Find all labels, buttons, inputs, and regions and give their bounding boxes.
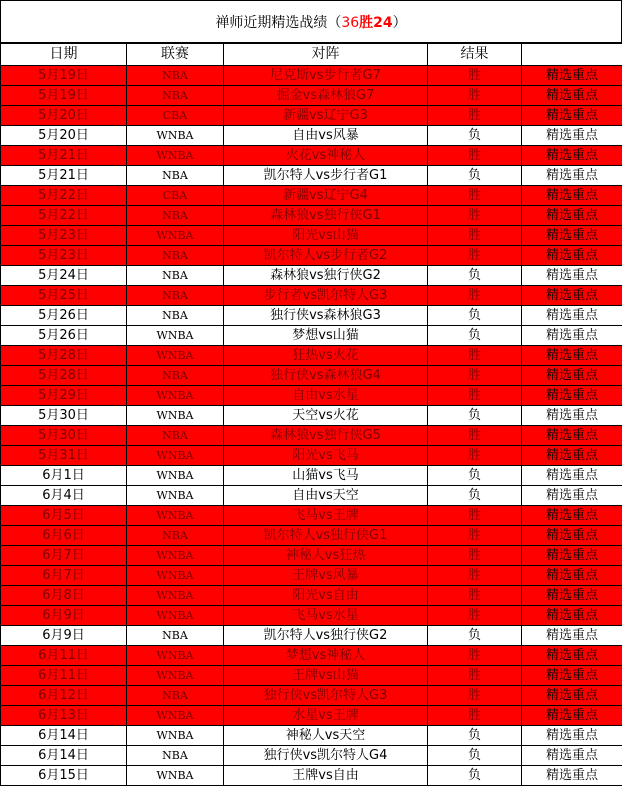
date-cell: 5月25日 xyxy=(1,286,127,306)
header-row xyxy=(1,44,622,66)
table-row xyxy=(1,486,622,506)
mark-cell: 精选重点 xyxy=(522,566,622,586)
date-cell: 5月20日 xyxy=(1,126,127,146)
result-cell: 胜 xyxy=(428,646,522,666)
date-cell: 5月30日 xyxy=(1,406,127,426)
result-cell: 负 xyxy=(428,626,522,646)
result-cell: 胜 xyxy=(428,566,522,586)
result-cell: 胜 xyxy=(428,446,522,466)
match-cell: 阳光vs飞马 xyxy=(224,446,428,466)
league-cell: NBA xyxy=(127,686,224,706)
table-row xyxy=(1,446,622,466)
league-cell: WNBA xyxy=(127,406,224,426)
mark-cell: 精选重点 xyxy=(522,246,622,266)
mark-cell: 精选重点 xyxy=(522,546,622,566)
table-row xyxy=(1,426,622,446)
table-row xyxy=(1,706,622,726)
result-cell: 负 xyxy=(428,406,522,426)
mark-cell: 精选重点 xyxy=(522,306,622,326)
table-row xyxy=(1,506,622,526)
result-cell: 胜 xyxy=(428,366,522,386)
league-cell: WNBA xyxy=(127,446,224,466)
result-cell: 胜 xyxy=(428,426,522,446)
table-row xyxy=(1,366,622,386)
mark-cell: 精选重点 xyxy=(522,106,622,126)
result-cell: 胜 xyxy=(428,186,522,206)
match-cell: 凯尔特人vs独行侠G1 xyxy=(224,526,428,546)
mark-cell: 精选重点 xyxy=(522,526,622,546)
league-cell: NBA xyxy=(127,266,224,286)
results-table xyxy=(0,43,622,786)
league-cell: WNBA xyxy=(127,566,224,586)
mark-cell: 精选重点 xyxy=(522,326,622,346)
match-cell: 新疆vs辽宁G3 xyxy=(224,106,428,126)
league-cell: NBA xyxy=(127,746,224,766)
result-cell: 负 xyxy=(428,766,522,786)
record-summary xyxy=(341,12,392,32)
result-cell: 胜 xyxy=(428,506,522,526)
mark-cell: 精选重点 xyxy=(522,146,622,166)
date-cell: 5月23日 xyxy=(1,226,127,246)
date-cell: 5月22日 xyxy=(1,206,127,226)
league-cell: NBA xyxy=(127,526,224,546)
date-cell: 5月24日 xyxy=(1,266,127,286)
date-cell: 6月5日 xyxy=(1,506,127,526)
mark-cell: 精选重点 xyxy=(522,726,622,746)
league-cell: NBA xyxy=(127,86,224,106)
league-cell: NBA xyxy=(127,366,224,386)
record-win-word: 胜 xyxy=(359,15,373,31)
league-cell: NBA xyxy=(127,426,224,446)
header-league: 联赛 xyxy=(127,44,224,66)
result-cell: 负 xyxy=(428,306,522,326)
mark-cell: 精选重点 xyxy=(522,486,622,506)
date-cell: 5月21日 xyxy=(1,166,127,186)
result-cell: 胜 xyxy=(428,526,522,546)
table-row xyxy=(1,226,622,246)
match-cell: 凯尔特人vs步行者G2 xyxy=(224,246,428,266)
mark-cell: 精选重点 xyxy=(522,586,622,606)
mark-cell: 精选重点 xyxy=(522,186,622,206)
table-row xyxy=(1,346,622,366)
date-cell: 5月26日 xyxy=(1,326,127,346)
result-cell: 胜 xyxy=(428,86,522,106)
table-row xyxy=(1,666,622,686)
league-cell: CBA xyxy=(127,186,224,206)
table-row xyxy=(1,526,622,546)
table-row xyxy=(1,146,622,166)
mark-cell: 精选重点 xyxy=(522,746,622,766)
table-row xyxy=(1,186,622,206)
date-cell: 6月7日 xyxy=(1,566,127,586)
date-cell: 6月7日 xyxy=(1,546,127,566)
league-cell: WNBA xyxy=(127,486,224,506)
match-cell: 独行侠vs凯尔特人G4 xyxy=(224,746,428,766)
table-row xyxy=(1,326,622,346)
league-cell: NBA xyxy=(127,66,224,86)
league-cell: NBA xyxy=(127,206,224,226)
match-cell: 凯尔特人vs步行者G1 xyxy=(224,166,428,186)
date-cell: 6月12日 xyxy=(1,686,127,706)
league-cell: WNBA xyxy=(127,646,224,666)
mark-cell: 精选重点 xyxy=(522,286,622,306)
result-cell: 胜 xyxy=(428,346,522,366)
title-suffix: ） xyxy=(393,12,407,32)
match-cell: 水星vs王牌 xyxy=(224,706,428,726)
match-cell: 梦想vs山猫 xyxy=(224,326,428,346)
record-losses: 24 xyxy=(373,15,392,31)
league-cell: WNBA xyxy=(127,586,224,606)
match-cell: 山猫vs飞马 xyxy=(224,466,428,486)
match-cell: 自由vs风暴 xyxy=(224,126,428,146)
mark-cell: 精选重点 xyxy=(522,466,622,486)
mark-cell: 精选重点 xyxy=(522,86,622,106)
result-cell: 负 xyxy=(428,126,522,146)
result-cell: 负 xyxy=(428,166,522,186)
date-cell: 6月9日 xyxy=(1,606,127,626)
table-row xyxy=(1,86,622,106)
sheet-title xyxy=(0,0,622,43)
league-cell: WNBA xyxy=(127,126,224,146)
league-cell: NBA xyxy=(127,626,224,646)
title-prefix: 禅师近期精选战绩（ xyxy=(215,12,341,32)
match-cell: 火花vs神秘人 xyxy=(224,146,428,166)
result-cell: 负 xyxy=(428,266,522,286)
header-result: 结果 xyxy=(428,44,522,66)
date-cell: 5月19日 xyxy=(1,66,127,86)
result-cell: 胜 xyxy=(428,206,522,226)
table-row xyxy=(1,726,622,746)
table-row xyxy=(1,66,622,86)
table-row xyxy=(1,766,622,786)
league-cell: WNBA xyxy=(127,666,224,686)
mark-cell: 精选重点 xyxy=(522,686,622,706)
match-cell: 森林狼vs独行侠G5 xyxy=(224,426,428,446)
date-cell: 5月29日 xyxy=(1,386,127,406)
match-cell: 神秘人vs天空 xyxy=(224,726,428,746)
result-cell: 负 xyxy=(428,466,522,486)
result-cell: 负 xyxy=(428,326,522,346)
result-cell: 胜 xyxy=(428,66,522,86)
table-row xyxy=(1,546,622,566)
date-cell: 6月4日 xyxy=(1,486,127,506)
league-cell: NBA xyxy=(127,286,224,306)
date-cell: 5月31日 xyxy=(1,446,127,466)
mark-cell: 精选重点 xyxy=(522,646,622,666)
table-row xyxy=(1,386,622,406)
mark-cell: 精选重点 xyxy=(522,206,622,226)
match-cell: 王牌vs风暴 xyxy=(224,566,428,586)
mark-cell: 精选重点 xyxy=(522,386,622,406)
date-cell: 6月14日 xyxy=(1,726,127,746)
date-cell: 6月14日 xyxy=(1,746,127,766)
table-row xyxy=(1,466,622,486)
mark-cell: 精选重点 xyxy=(522,166,622,186)
date-cell: 5月21日 xyxy=(1,146,127,166)
league-cell: WNBA xyxy=(127,386,224,406)
date-cell: 5月19日 xyxy=(1,86,127,106)
result-cell: 负 xyxy=(428,486,522,506)
match-cell: 神秘人vs狂热 xyxy=(224,546,428,566)
league-cell: WNBA xyxy=(127,146,224,166)
table-row xyxy=(1,626,622,646)
result-cell: 胜 xyxy=(428,606,522,626)
table-row xyxy=(1,586,622,606)
league-cell: WNBA xyxy=(127,506,224,526)
date-cell: 5月22日 xyxy=(1,186,127,206)
date-cell: 6月8日 xyxy=(1,586,127,606)
match-cell: 掘金vs森林狼G7 xyxy=(224,86,428,106)
match-cell: 狂热vs火花 xyxy=(224,346,428,366)
table-row xyxy=(1,566,622,586)
header-match: 对阵 xyxy=(224,44,428,66)
table-row xyxy=(1,126,622,146)
table-row xyxy=(1,306,622,326)
table-row xyxy=(1,406,622,426)
date-cell: 6月11日 xyxy=(1,646,127,666)
league-cell: CBA xyxy=(127,106,224,126)
match-cell: 独行侠vs森林狼G4 xyxy=(224,366,428,386)
league-cell: WNBA xyxy=(127,606,224,626)
result-cell: 胜 xyxy=(428,686,522,706)
league-cell: WNBA xyxy=(127,726,224,746)
table-row xyxy=(1,686,622,706)
match-cell: 王牌vs山猫 xyxy=(224,666,428,686)
date-cell: 6月9日 xyxy=(1,626,127,646)
date-cell: 6月1日 xyxy=(1,466,127,486)
mark-cell: 精选重点 xyxy=(522,266,622,286)
table-row xyxy=(1,286,622,306)
match-cell: 凯尔特人vs独行侠G2 xyxy=(224,626,428,646)
league-cell: WNBA xyxy=(127,706,224,726)
match-cell: 飞马vs王牌 xyxy=(224,506,428,526)
table-row xyxy=(1,646,622,666)
match-cell: 天空vs火花 xyxy=(224,406,428,426)
result-cell: 胜 xyxy=(428,386,522,406)
match-cell: 梦想vs神秘人 xyxy=(224,646,428,666)
mark-cell: 精选重点 xyxy=(522,626,622,646)
header-date: 日期 xyxy=(1,44,127,66)
date-cell: 6月6日 xyxy=(1,526,127,546)
table-row xyxy=(1,106,622,126)
results-body xyxy=(1,66,622,786)
match-cell: 王牌vs自由 xyxy=(224,766,428,786)
mark-cell: 精选重点 xyxy=(522,446,622,466)
mark-cell: 精选重点 xyxy=(522,346,622,366)
record-wins: 36 xyxy=(341,15,359,31)
mark-cell: 精选重点 xyxy=(522,406,622,426)
mark-cell: 精选重点 xyxy=(522,226,622,246)
match-cell: 步行者vs凯尔特人G3 xyxy=(224,286,428,306)
result-cell: 胜 xyxy=(428,286,522,306)
league-cell: NBA xyxy=(127,246,224,266)
mark-cell: 精选重点 xyxy=(522,766,622,786)
result-cell: 胜 xyxy=(428,246,522,266)
mark-cell: 精选重点 xyxy=(522,126,622,146)
mark-cell: 精选重点 xyxy=(522,506,622,526)
date-cell: 5月28日 xyxy=(1,366,127,386)
date-cell: 5月23日 xyxy=(1,246,127,266)
league-cell: WNBA xyxy=(127,326,224,346)
match-cell: 森林狼vs独行侠G2 xyxy=(224,266,428,286)
match-cell: 独行侠vs森林狼G3 xyxy=(224,306,428,326)
match-cell: 尼克斯vs步行者G7 xyxy=(224,66,428,86)
mark-cell: 精选重点 xyxy=(522,426,622,446)
result-cell: 胜 xyxy=(428,106,522,126)
match-cell: 新疆vs辽宁G4 xyxy=(224,186,428,206)
match-cell: 自由vs水星 xyxy=(224,386,428,406)
result-cell: 负 xyxy=(428,746,522,766)
table-row xyxy=(1,246,622,266)
date-cell: 5月20日 xyxy=(1,106,127,126)
mark-cell: 精选重点 xyxy=(522,706,622,726)
league-cell: NBA xyxy=(127,306,224,326)
match-cell: 森林狼vs独行侠G1 xyxy=(224,206,428,226)
mark-cell: 精选重点 xyxy=(522,666,622,686)
match-cell: 独行侠vs凯尔特人G3 xyxy=(224,686,428,706)
table-row xyxy=(1,206,622,226)
league-cell: WNBA xyxy=(127,766,224,786)
result-cell: 胜 xyxy=(428,546,522,566)
mark-cell: 精选重点 xyxy=(522,66,622,86)
date-cell: 5月28日 xyxy=(1,346,127,366)
match-cell: 飞马vs水星 xyxy=(224,606,428,626)
result-cell: 胜 xyxy=(428,706,522,726)
header-mark xyxy=(522,44,622,66)
match-cell: 阳光vs自由 xyxy=(224,586,428,606)
league-cell: WNBA xyxy=(127,466,224,486)
league-cell: WNBA xyxy=(127,346,224,366)
league-cell: NBA xyxy=(127,166,224,186)
league-cell: WNBA xyxy=(127,226,224,246)
result-cell: 负 xyxy=(428,726,522,746)
date-cell: 6月13日 xyxy=(1,706,127,726)
date-cell: 6月15日 xyxy=(1,766,127,786)
league-cell: WNBA xyxy=(127,546,224,566)
date-cell: 5月26日 xyxy=(1,306,127,326)
match-cell: 阳光vs山猫 xyxy=(224,226,428,246)
result-cell: 胜 xyxy=(428,226,522,246)
result-cell: 胜 xyxy=(428,666,522,686)
mark-cell: 精选重点 xyxy=(522,606,622,626)
table-row xyxy=(1,746,622,766)
mark-cell: 精选重点 xyxy=(522,366,622,386)
result-cell: 胜 xyxy=(428,586,522,606)
date-cell: 5月30日 xyxy=(1,426,127,446)
table-row xyxy=(1,266,622,286)
table-row xyxy=(1,166,622,186)
result-cell: 胜 xyxy=(428,146,522,166)
table-row xyxy=(1,606,622,626)
date-cell: 6月11日 xyxy=(1,666,127,686)
match-cell: 自由vs天空 xyxy=(224,486,428,506)
